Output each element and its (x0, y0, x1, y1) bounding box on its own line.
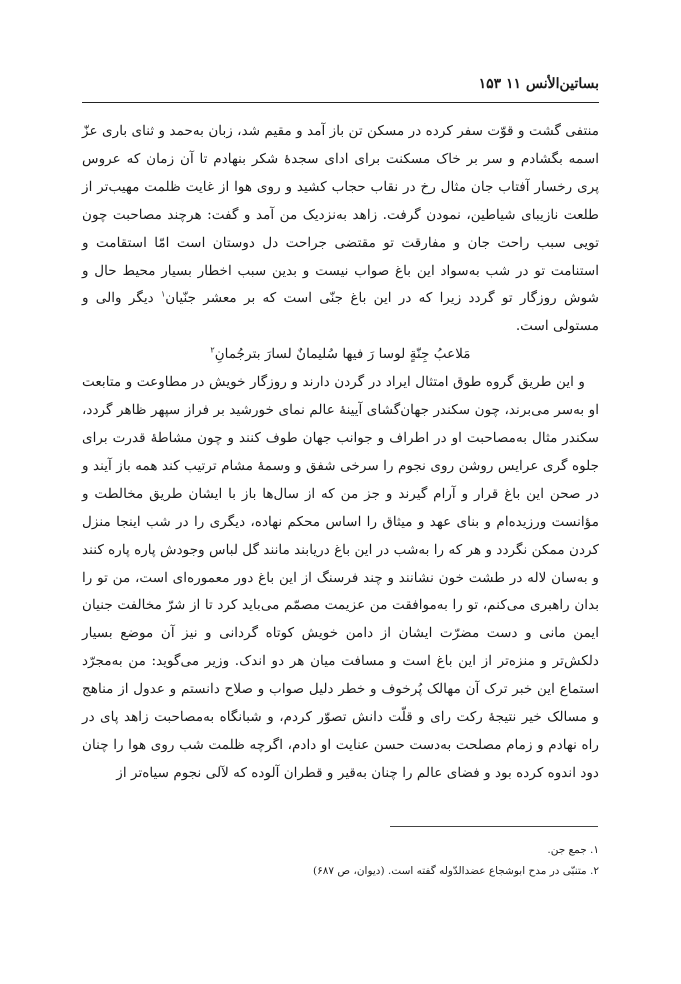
footnote-divider (390, 826, 598, 827)
verse-text: مَلاعبُ جِنّةٍ لوسا رَ فیها سُلیمانٌ لسارَ بترجُمانِ (214, 346, 471, 363)
running-header (82, 76, 599, 98)
paragraph-2 (82, 369, 599, 788)
footnotes (82, 840, 599, 882)
running-title: بساتین‌الأنس ۱۱ ۱۵۳ (478, 76, 599, 92)
main-text (82, 118, 599, 788)
paragraph-1-text: منتفی گشت و قوّت سفر کرده در مسکن تن باز آمد و مقیم شد، زبان به‌حمد و ثنای باری عزّ اسمه بگشادم و سر بر خاک مسکنت برای ادای سجدهٔ شکر بنهادم تا آن زمان که عروس پری رخسار آفتاب جان مثال رخ در نقاب حجاب کشید و روی هوا از غایت ظلمت مهیب‌تر از طلعت نازیبای شیاطین، نمودن گرفت. زاهد به‌نزدیک من آمد و گفت: هرچند مصاحبت چون تویی سبب راحت جان و مفارقت تو مقتضی جراحت دل دوستان است امّا استقامت و استنامت تو در شب به‌سواد این باغ صواب نیست و بدین سبب اخطار بسیار محیط حال و شوش روزگار تو گردد زیرا که در این باغ جنّی است که بر معشر جنّیان (82, 123, 599, 307)
footnote-2: ۲. متنبّی در مدح ابوشجاع عضدالدّوله گفته است. (دیوان، ص ۶۸۷) (313, 865, 599, 877)
verse-line (82, 341, 599, 369)
footnote-ref-1: ۱ (160, 289, 166, 299)
footnote-1: ۱. جمع جن. (547, 844, 599, 856)
header-divider (82, 102, 599, 103)
paragraph-2-text: و این طریق گروه طوق امتثال ایراد در گردن دارند و روزگار خویش در مطاوعت و متابعت او به‌سر می‌برند، چون سکندر جهان‌گشای آیینهٔ عالم نمای خورشید بر فراز سپهر ظاهر گردد، سکندر مثال به‌مصاحبت او در اطراف و جوانب جهان طوف کنند و چون مشاطهٔ قدرت برای جلوه گری عرایس روشن روی نجوم را سرخی شفق و وسمهٔ مشام ترتیب کند همه باز آیند و در صحن این باغ قرار و آرام گیرند و جز من که از سال‌ها باز با ایشان طریق مخالطت و مؤانست ورزیده‌ام و بنای عهد و میثاق را اساس محکم نهاده، دیگری را در شب اینجا منزل کردن ممکن نگردد و هر که را به‌شب در این باغ دریابند مانند گل لباس وجودش پاره پاره کنند و به‌سان لاله در طشت خون نشانند و چند فرسنگ از این باغ دور معموره‌ای است، من تو را بدان راهبری می‌کنم، تو را به‌موافقت من عزیمت مصمّم می‌باید کرد تا از شرّ مخالفت جنیان ایمن مانی و دست مضرّت ایشان از دامن خویش کوتاه گردانی و نیز آن موضع بسیار دلکش‌تر و منزه‌تر از این باغ است و مسافت میان هر دو اندک. وزیر می‌گوید: من به‌مجرّد استماع این خبر ترک آن مهالک پُرخوف و خطر دلیل صواب و صلاح دانستم و عدول از مناهج و مسالک خیر نتیجهٔ رکت رای و قلّت دانش تصوّر کردم، و شبانگاه به‌مصاحبت زاهد پای در راه نهادم و زمام مصلحت به‌دست حسن عنایت او دادم، اگرچه ظلمت شب روی هوا را چنان دود اندوه کرده بود و فضای عالم را چنان به‌قیر و قطران آلوده که لآلی نجوم سیاه‌تر از (82, 374, 600, 781)
paragraph-1 (82, 118, 599, 341)
paragraph-1-end: دیگر والی و مستولی است. (82, 290, 599, 335)
footnote-ref-2: ۲ (210, 345, 215, 355)
